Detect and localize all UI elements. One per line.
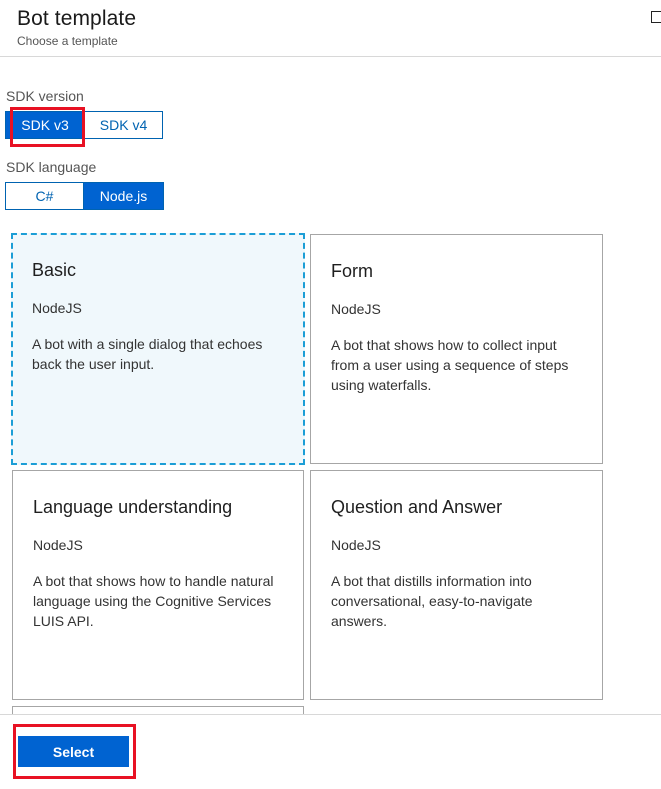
sdk-language-toggle — [5, 182, 164, 210]
template-card-basic[interactable] — [11, 233, 305, 465]
card-title: Question and Answer — [331, 497, 503, 517]
select-button[interactable]: Select — [18, 736, 129, 767]
maximize-icon[interactable] — [651, 11, 661, 23]
blade-header — [0, 0, 661, 57]
nodejs-option[interactable]: Node.js — [84, 182, 164, 210]
card-description: A bot that shows how to collect input from a user using a sequence of steps using waterfalls. — [331, 337, 569, 393]
csharp-option[interactable]: C# — [5, 182, 84, 210]
card-language: NodeJS — [33, 537, 83, 553]
card-language: NodeJS — [331, 301, 381, 317]
template-card-form[interactable] — [310, 234, 603, 464]
page-subtitle: Choose a template — [17, 34, 118, 48]
page-title: Bot template — [17, 7, 137, 30]
card-title: Basic — [32, 260, 77, 280]
sdk-v3-option[interactable]: SDK v3 — [5, 111, 85, 139]
sdk-v4-option[interactable]: SDK v4 — [85, 111, 163, 139]
card-description: A bot with a single dialog that echoes back the user input. — [32, 336, 263, 372]
sdk-version-toggle — [5, 111, 163, 139]
card-language: NodeJS — [32, 300, 82, 316]
card-title: Language understanding — [33, 497, 233, 517]
card-description: A bot that distills information into conversational, easy-to-navigate answers. — [331, 573, 533, 629]
template-card-question-answer[interactable] — [310, 470, 603, 700]
sdk-version-label: SDK version — [6, 88, 84, 104]
template-card-language-understanding[interactable] — [12, 470, 304, 700]
sdk-language-label: SDK language — [6, 159, 97, 175]
card-title: Form — [331, 261, 373, 281]
card-description: A bot that shows how to handle natural language using the Cognitive Services LUIS API. — [33, 573, 274, 629]
card-language: NodeJS — [331, 537, 381, 553]
